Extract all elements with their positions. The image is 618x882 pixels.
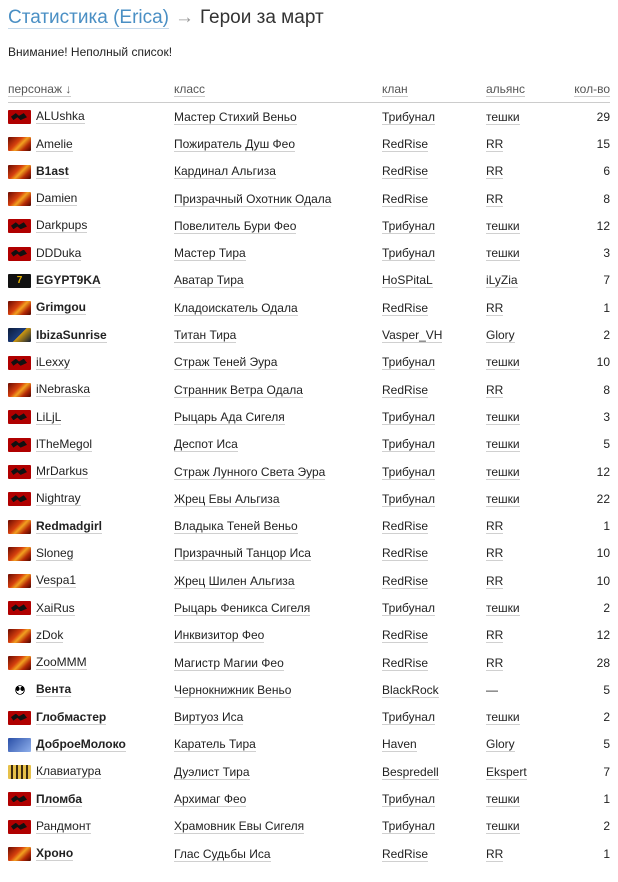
clan-link[interactable]: Трибунал <box>382 819 435 834</box>
clan-link[interactable]: Трибунал <box>382 246 435 261</box>
character-name-link[interactable]: ZooMMM <box>36 655 87 670</box>
alliance-value: — <box>486 682 498 697</box>
dragon-icon <box>8 601 31 615</box>
count-value: 2 <box>603 710 610 725</box>
table-row <box>8 267 610 294</box>
count-value: 12 <box>596 628 610 643</box>
fire-icon <box>8 520 31 534</box>
alliance-link[interactable]: тешки <box>486 600 520 615</box>
class-link[interactable]: Страж Теней Эура <box>174 355 278 370</box>
dragon-icon <box>8 492 31 506</box>
alliance-link[interactable]: RR <box>486 191 504 206</box>
count-value: 5 <box>603 682 610 697</box>
table-row <box>8 431 610 458</box>
fire-icon <box>8 192 31 206</box>
alliance-link[interactable]: RR <box>486 382 504 397</box>
table-row <box>8 567 610 594</box>
alliance-link[interactable]: тешки <box>486 491 520 506</box>
clan-link[interactable]: Трибунал <box>382 464 435 479</box>
alliance-link[interactable]: тешки <box>486 464 520 479</box>
class-link[interactable]: Каратель Тира <box>174 737 256 752</box>
count-value: 7 <box>603 273 610 288</box>
character-name-link[interactable]: ДоброеМолоко <box>36 737 126 752</box>
character-name-link[interactable]: Nightray <box>36 491 81 506</box>
clan-link[interactable]: Трибунал <box>382 109 435 124</box>
sort-by-name-header[interactable]: персонаж ↓ <box>8 82 72 96</box>
fire-icon <box>8 656 31 670</box>
clan-link[interactable]: BlackRock <box>382 682 439 697</box>
fire-icon <box>8 629 31 643</box>
clan-link[interactable]: Трибунал <box>382 355 435 370</box>
count-value: 2 <box>603 819 610 834</box>
alliance-link[interactable]: RR <box>486 164 504 179</box>
alliance-link[interactable]: тешки <box>486 409 520 424</box>
table-row <box>8 376 610 403</box>
clan-link[interactable]: Haven <box>382 737 417 752</box>
character-name-link[interactable]: iLexxy <box>36 354 71 369</box>
count-value: 2 <box>603 328 610 343</box>
character-name-link[interactable]: Darkpups <box>36 218 88 233</box>
class-link[interactable]: Титан Тира <box>174 328 237 343</box>
table-row <box>8 731 610 758</box>
class-link[interactable]: Мастер Тира <box>174 246 246 261</box>
incomplete-list-notice: Внимание! Неполный список! <box>8 45 173 59</box>
class-link[interactable]: Мастер Стихий Веньо <box>174 109 297 124</box>
class-link[interactable]: Призрачный Охотник Одала <box>174 191 332 206</box>
dragon-icon <box>8 356 31 370</box>
class-link[interactable]: Рыцарь Ада Сигеля <box>174 409 285 424</box>
clan-link[interactable]: RedRise <box>382 136 429 151</box>
fire-icon <box>8 847 31 861</box>
character-name-link[interactable]: iNebraska <box>36 382 91 397</box>
character-name-link[interactable]: Клавиатура <box>36 764 101 779</box>
fire-icon <box>8 383 31 397</box>
clan-link[interactable]: RedRise <box>382 191 429 206</box>
clan-link[interactable]: RedRise <box>382 300 429 315</box>
dragon-icon <box>8 219 31 233</box>
count-value: 3 <box>603 409 610 424</box>
count-value: 5 <box>603 437 610 452</box>
table-row <box>8 130 610 157</box>
class-link[interactable]: Архимаг Фео <box>174 792 247 807</box>
character-name-link[interactable]: Рандмонт <box>36 818 91 833</box>
fire-icon <box>8 137 31 151</box>
count-value: 8 <box>603 382 610 397</box>
table-row <box>8 813 610 840</box>
class-link[interactable]: Жрец Евы Альгиза <box>174 491 280 506</box>
clan-link[interactable]: Трибунал <box>382 409 435 424</box>
fire-icon <box>8 574 31 588</box>
alliance-link[interactable]: RR <box>486 300 504 315</box>
dragon-icon <box>8 410 31 424</box>
clan-link[interactable]: Трибунал <box>382 710 435 725</box>
count-value: 1 <box>603 519 610 534</box>
character-name-link[interactable]: Пломба <box>36 791 83 806</box>
count-value: 7 <box>603 764 610 779</box>
table-row <box>8 840 610 867</box>
table-row <box>8 540 610 567</box>
table-row <box>8 785 610 812</box>
dragon-icon <box>8 465 31 479</box>
table-row <box>8 485 610 512</box>
sort-by-class-header[interactable]: класс <box>174 82 206 96</box>
table-row <box>8 676 610 703</box>
count-value: 6 <box>603 164 610 179</box>
count-value: 1 <box>603 792 610 807</box>
seven-icon: 7 <box>8 274 31 288</box>
class-link[interactable]: Храмовник Евы Сигеля <box>174 819 305 834</box>
count-value: 10 <box>596 573 610 588</box>
alliance-link[interactable]: тешки <box>486 792 520 807</box>
alliance-link[interactable]: тешки <box>486 355 520 370</box>
table-row <box>8 212 610 239</box>
table-row <box>8 103 610 131</box>
count-value: 28 <box>596 655 610 670</box>
clan-link[interactable]: RedRise <box>382 846 429 861</box>
clan-link[interactable]: RedRise <box>382 628 429 643</box>
alliance-link[interactable]: RR <box>486 655 504 670</box>
count-value: 1 <box>603 300 610 315</box>
sort-by-alliance-header[interactable]: альянс <box>486 82 526 96</box>
clan-link[interactable]: RedRise <box>382 546 429 561</box>
count-value: 2 <box>603 600 610 615</box>
bespredell-icon <box>8 765 31 779</box>
clan-link[interactable]: Трибунал <box>382 792 435 807</box>
class-link[interactable]: Жрец Шилен Альгиза <box>174 573 295 588</box>
class-link[interactable]: Кардинал Альгиза <box>174 164 276 179</box>
table-row <box>8 458 610 485</box>
character-name-link[interactable]: zDok <box>36 627 64 642</box>
alliance-link[interactable]: Glory <box>486 328 515 343</box>
clan-link[interactable]: Vasper_VH <box>382 328 443 343</box>
sort-by-clan-header[interactable]: клан <box>382 82 408 96</box>
class-link[interactable]: Призрачный Танцор Иса <box>174 546 311 561</box>
character-name-link[interactable]: MrDarkus <box>36 464 89 479</box>
class-link[interactable]: Деспот Иса <box>174 437 238 452</box>
count-value: 10 <box>596 546 610 561</box>
class-link[interactable]: Дуэлист Тира <box>174 764 250 779</box>
page-heading <box>8 5 324 31</box>
class-link[interactable]: Пожиратель Душ Фео <box>174 136 296 151</box>
character-name-link[interactable]: DDDuka <box>36 245 82 260</box>
class-link[interactable]: Повелитель Бури Фео <box>174 218 297 233</box>
dragon-icon <box>8 820 31 834</box>
count-value: 3 <box>603 246 610 261</box>
table-row <box>8 239 610 266</box>
character-name-link[interactable]: Amelie <box>36 136 73 151</box>
alliance-link[interactable]: тешки <box>486 437 520 452</box>
clan-link[interactable]: Трибунал <box>382 218 435 233</box>
character-name-link[interactable]: Vespa1 <box>36 573 77 588</box>
class-link[interactable]: Рыцарь Феникса Сигеля <box>174 600 311 615</box>
alliance-link[interactable]: тешки <box>486 109 520 124</box>
count-value: 8 <box>603 191 610 206</box>
heroes-table <box>8 76 610 867</box>
table-row <box>8 158 610 185</box>
breadcrumb-statistics-link[interactable]: Статистика (Erica) <box>8 7 170 28</box>
count-value: 15 <box>596 136 610 151</box>
character-name-link[interactable]: LiLjL <box>36 409 62 424</box>
alliance-link[interactable]: тешки <box>486 218 520 233</box>
character-name-link[interactable]: Вента <box>36 682 72 697</box>
count-value: 10 <box>596 355 610 370</box>
table-row <box>8 321 610 348</box>
count-value: 29 <box>596 109 610 124</box>
clan-link[interactable]: RedRise <box>382 164 429 179</box>
clan-link[interactable]: RedRise <box>382 573 429 588</box>
alliance-link[interactable]: Glory <box>486 737 515 752</box>
count-value: 5 <box>603 737 610 752</box>
clan-link[interactable]: HoSPitaL <box>382 273 433 288</box>
class-link[interactable]: Кладоискатель Одала <box>174 300 298 315</box>
alliance-link[interactable]: RR <box>486 519 504 534</box>
table-row <box>8 185 610 212</box>
alliance-link[interactable]: тешки <box>486 246 520 261</box>
clan-link[interactable]: Трибунал <box>382 491 435 506</box>
character-name-link[interactable]: Глобмастер <box>36 709 107 724</box>
alliance-link[interactable]: Ekspert <box>486 764 527 779</box>
clan-link[interactable]: Bespredell <box>382 764 439 779</box>
character-name-link[interactable]: ALUshka <box>36 109 85 124</box>
class-link[interactable]: Страж Лунного Света Эура <box>174 464 326 479</box>
table-row <box>8 349 610 376</box>
character-name-link[interactable]: lTheMegol <box>36 436 93 451</box>
table-row <box>8 512 610 539</box>
count-value: 22 <box>596 491 610 506</box>
alliance-link[interactable]: RR <box>486 546 504 561</box>
dragon-icon <box>8 792 31 806</box>
character-name-link[interactable]: Grimgou <box>36 300 86 315</box>
character-name-link[interactable]: Damien <box>36 191 78 206</box>
panda-icon <box>8 683 31 697</box>
character-name-link[interactable]: B1ast <box>36 163 69 178</box>
class-link[interactable]: Виртуоз Иса <box>174 710 244 725</box>
dragon-icon <box>8 711 31 725</box>
dragon-icon <box>8 110 31 124</box>
character-name-link[interactable]: XaiRus <box>36 600 75 615</box>
sort-by-count-header[interactable]: кол-во <box>574 82 610 96</box>
table-row <box>8 649 610 676</box>
character-name-link[interactable]: EGYPT9KA <box>36 273 101 288</box>
class-link[interactable]: Владыка Теней Веньо <box>174 519 298 534</box>
character-name-link[interactable]: Sloneg <box>36 545 74 560</box>
fire-icon <box>8 301 31 315</box>
fire-icon <box>8 547 31 561</box>
alliance-link[interactable]: RR <box>486 573 504 588</box>
haven-icon <box>8 738 31 752</box>
page-title: Герои за март <box>200 7 324 28</box>
table-header-row <box>8 76 610 103</box>
fire-icon <box>8 165 31 179</box>
class-link[interactable]: Аватар Тира <box>174 273 244 288</box>
clan-link[interactable]: Трибунал <box>382 600 435 615</box>
clan-link[interactable]: Трибунал <box>382 437 435 452</box>
table-row <box>8 758 610 785</box>
count-value: 1 <box>603 846 610 861</box>
class-link[interactable]: Инквизитор Фео <box>174 628 265 643</box>
breadcrumb-arrow: → <box>175 7 195 28</box>
clan-link[interactable]: RedRise <box>382 655 429 670</box>
dragon-icon <box>8 438 31 452</box>
table-row <box>8 622 610 649</box>
table-row <box>8 704 610 731</box>
vasper-icon <box>8 328 31 342</box>
class-link[interactable]: Странник Ветра Одала <box>174 382 303 397</box>
alliance-link[interactable]: тешки <box>486 710 520 725</box>
alliance-link[interactable]: RR <box>486 136 504 151</box>
class-link[interactable]: Чернокнижник Веньо <box>174 682 292 697</box>
class-link[interactable]: Магистр Магии Фео <box>174 655 284 670</box>
class-link[interactable]: Глас Судьбы Иса <box>174 846 271 861</box>
count-value: 12 <box>596 218 610 233</box>
alliance-link[interactable]: тешки <box>486 819 520 834</box>
alliance-link[interactable]: RR <box>486 628 504 643</box>
count-value: 12 <box>596 464 610 479</box>
alliance-link[interactable]: iLyZia <box>486 273 518 288</box>
clan-link[interactable]: RedRise <box>382 519 429 534</box>
alliance-link[interactable]: RR <box>486 846 504 861</box>
table-row <box>8 294 610 321</box>
clan-link[interactable]: RedRise <box>382 382 429 397</box>
table-row <box>8 403 610 430</box>
table-row <box>8 594 610 621</box>
character-name-link[interactable]: Хроно <box>36 846 74 861</box>
character-name-link[interactable]: IbizaSunrise <box>36 327 107 342</box>
dragon-icon <box>8 247 31 261</box>
character-name-link[interactable]: Redmadgirl <box>36 518 103 533</box>
